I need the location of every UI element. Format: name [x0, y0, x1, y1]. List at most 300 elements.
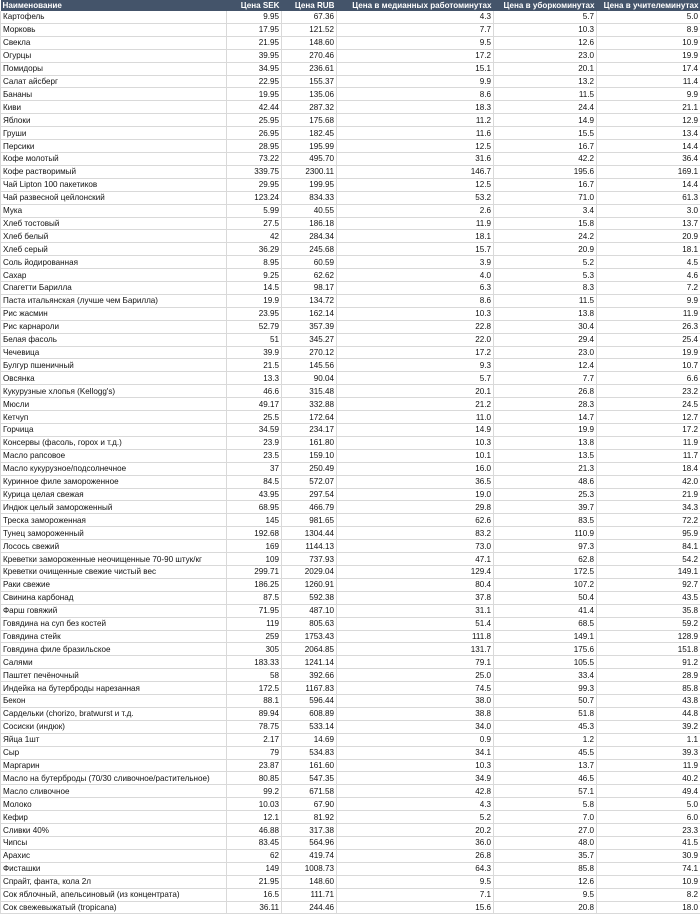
cell-teacher-minutes[interactable]: 10.9 — [597, 36, 700, 49]
cell-price-rub[interactable]: 737.93 — [282, 553, 337, 566]
cell-price-rub[interactable]: 671.58 — [282, 785, 337, 798]
cell-name[interactable]: Креветки очищенные свежие чистый вес — [1, 565, 227, 578]
cell-price-sek[interactable]: 34.95 — [227, 62, 282, 75]
cell-median-work-minutes[interactable]: 7.7 — [337, 23, 494, 36]
cell-median-work-minutes[interactable]: 15.1 — [337, 62, 494, 75]
cell-teacher-minutes[interactable]: 92.7 — [597, 578, 700, 591]
cell-teacher-minutes[interactable]: 6.0 — [597, 811, 700, 824]
cell-price-rub[interactable]: 175.68 — [282, 114, 337, 127]
cell-price-rub[interactable]: 162.14 — [282, 307, 337, 320]
cell-cleaning-minutes[interactable]: 14.7 — [494, 411, 597, 424]
cell-teacher-minutes[interactable]: 8.9 — [597, 23, 700, 36]
cell-price-sek[interactable]: 52.79 — [227, 320, 282, 333]
cell-name[interactable]: Сардельки (chorizo, bratwurst и т.д. — [1, 707, 227, 720]
cell-cleaning-minutes[interactable]: 48.6 — [494, 475, 597, 488]
cell-price-rub[interactable]: 345.27 — [282, 333, 337, 346]
cell-price-sek[interactable]: 19.95 — [227, 88, 282, 101]
cell-price-rub[interactable]: 287.32 — [282, 101, 337, 114]
cell-cleaning-minutes[interactable]: 20.1 — [494, 62, 597, 75]
cell-median-work-minutes[interactable]: 29.8 — [337, 501, 494, 514]
cell-cleaning-minutes[interactable]: 12.4 — [494, 359, 597, 372]
cell-price-sek[interactable]: 49.17 — [227, 398, 282, 411]
cell-median-work-minutes[interactable]: 8.6 — [337, 88, 494, 101]
cell-median-work-minutes[interactable]: 15.7 — [337, 243, 494, 256]
cell-name[interactable]: Арахис — [1, 849, 227, 862]
cell-teacher-minutes[interactable]: 4.5 — [597, 256, 700, 269]
cell-cleaning-minutes[interactable]: 13.8 — [494, 436, 597, 449]
cell-median-work-minutes[interactable]: 6.3 — [337, 282, 494, 295]
cell-name[interactable]: Кукурузные хлопья (Kellogg's) — [1, 385, 227, 398]
cell-cleaning-minutes[interactable]: 10.3 — [494, 23, 597, 36]
cell-median-work-minutes[interactable]: 34.0 — [337, 720, 494, 733]
cell-cleaning-minutes[interactable]: 35.7 — [494, 849, 597, 862]
cell-name[interactable]: Маргарин — [1, 759, 227, 772]
cell-price-rub[interactable]: 111.71 — [282, 888, 337, 901]
cell-cleaning-minutes[interactable]: 27.0 — [494, 824, 597, 837]
cell-teacher-minutes[interactable]: 7.2 — [597, 282, 700, 295]
cell-teacher-minutes[interactable]: 35.8 — [597, 604, 700, 617]
cell-median-work-minutes[interactable]: 53.2 — [337, 191, 494, 204]
cell-teacher-minutes[interactable]: 49.4 — [597, 785, 700, 798]
cell-median-work-minutes[interactable]: 12.5 — [337, 178, 494, 191]
cell-price-rub[interactable]: 981.65 — [282, 514, 337, 527]
cell-name[interactable]: Лосось свежий — [1, 540, 227, 553]
cell-name[interactable]: Яблоки — [1, 114, 227, 127]
cell-teacher-minutes[interactable]: 18.1 — [597, 243, 700, 256]
cell-teacher-minutes[interactable]: 25.4 — [597, 333, 700, 346]
cell-price-rub[interactable]: 487.10 — [282, 604, 337, 617]
cell-cleaning-minutes[interactable]: 33.4 — [494, 669, 597, 682]
cell-name[interactable]: Сахар — [1, 269, 227, 282]
cell-teacher-minutes[interactable]: 84.1 — [597, 540, 700, 553]
cell-median-work-minutes[interactable]: 18.3 — [337, 101, 494, 114]
cell-cleaning-minutes[interactable]: 8.3 — [494, 282, 597, 295]
header-teacher-minutes[interactable]: Цена в учителеминутах — [597, 0, 700, 11]
cell-price-rub[interactable]: 135.06 — [282, 88, 337, 101]
cell-name[interactable]: Чипсы — [1, 837, 227, 850]
cell-median-work-minutes[interactable]: 73.0 — [337, 540, 494, 553]
cell-cleaning-minutes[interactable]: 149.1 — [494, 630, 597, 643]
cell-name[interactable]: Масло на бутерброды (70/30 сливочное/растительное) — [1, 772, 227, 785]
cell-cleaning-minutes[interactable]: 16.7 — [494, 140, 597, 153]
cell-name[interactable]: Мука — [1, 204, 227, 217]
cell-price-sek[interactable]: 80.85 — [227, 772, 282, 785]
cell-teacher-minutes[interactable]: 26.3 — [597, 320, 700, 333]
cell-price-sek[interactable]: 29.95 — [227, 178, 282, 191]
cell-price-rub[interactable]: 148.60 — [282, 875, 337, 888]
cell-name[interactable]: Огурцы — [1, 49, 227, 62]
cell-median-work-minutes[interactable]: 34.9 — [337, 772, 494, 785]
cell-price-sek[interactable]: 339.75 — [227, 165, 282, 178]
cell-name[interactable]: Кофе молотый — [1, 152, 227, 165]
cell-teacher-minutes[interactable]: 23.3 — [597, 824, 700, 837]
cell-teacher-minutes[interactable]: 85.8 — [597, 682, 700, 695]
cell-cleaning-minutes[interactable]: 85.8 — [494, 862, 597, 875]
cell-cleaning-minutes[interactable]: 20.8 — [494, 901, 597, 914]
cell-median-work-minutes[interactable]: 31.1 — [337, 604, 494, 617]
cell-cleaning-minutes[interactable]: 15.5 — [494, 127, 597, 140]
cell-price-sek[interactable]: 43.95 — [227, 488, 282, 501]
cell-teacher-minutes[interactable]: 149.1 — [597, 565, 700, 578]
cell-price-rub[interactable]: 40.55 — [282, 204, 337, 217]
cell-price-rub[interactable]: 284.34 — [282, 230, 337, 243]
cell-teacher-minutes[interactable]: 72.2 — [597, 514, 700, 527]
cell-price-sek[interactable]: 42.44 — [227, 101, 282, 114]
cell-cleaning-minutes[interactable]: 97.3 — [494, 540, 597, 553]
cell-median-work-minutes[interactable]: 5.7 — [337, 372, 494, 385]
cell-cleaning-minutes[interactable]: 24.4 — [494, 101, 597, 114]
cell-name[interactable]: Говядина на суп без костей — [1, 617, 227, 630]
cell-teacher-minutes[interactable]: 28.9 — [597, 669, 700, 682]
cell-price-sek[interactable]: 39.9 — [227, 346, 282, 359]
cell-name[interactable]: Горчица — [1, 424, 227, 437]
cell-price-sek[interactable]: 23.5 — [227, 449, 282, 462]
cell-median-work-minutes[interactable]: 8.6 — [337, 294, 494, 307]
cell-teacher-minutes[interactable]: 39.3 — [597, 746, 700, 759]
cell-teacher-minutes[interactable]: 21.9 — [597, 488, 700, 501]
cell-name[interactable]: Индейка на бутерброды нарезанная — [1, 682, 227, 695]
cell-teacher-minutes[interactable]: 34.3 — [597, 501, 700, 514]
cell-price-sek[interactable]: 21.95 — [227, 875, 282, 888]
cell-price-sek[interactable]: 36.11 — [227, 901, 282, 914]
cell-teacher-minutes[interactable]: 11.9 — [597, 307, 700, 320]
cell-teacher-minutes[interactable]: 30.9 — [597, 849, 700, 862]
cell-teacher-minutes[interactable]: 10.9 — [597, 875, 700, 888]
cell-price-sek[interactable]: 8.95 — [227, 256, 282, 269]
cell-teacher-minutes[interactable]: 8.2 — [597, 888, 700, 901]
cell-cleaning-minutes[interactable]: 42.2 — [494, 152, 597, 165]
cell-price-rub[interactable]: 805.63 — [282, 617, 337, 630]
cell-median-work-minutes[interactable]: 20.1 — [337, 385, 494, 398]
cell-price-rub[interactable]: 1260.91 — [282, 578, 337, 591]
cell-median-work-minutes[interactable]: 3.9 — [337, 256, 494, 269]
cell-cleaning-minutes[interactable]: 45.3 — [494, 720, 597, 733]
cell-median-work-minutes[interactable]: 47.1 — [337, 553, 494, 566]
cell-median-work-minutes[interactable]: 11.2 — [337, 114, 494, 127]
cell-teacher-minutes[interactable]: 74.1 — [597, 862, 700, 875]
cell-price-sek[interactable]: 87.5 — [227, 591, 282, 604]
cell-teacher-minutes[interactable]: 24.5 — [597, 398, 700, 411]
cell-median-work-minutes[interactable]: 131.7 — [337, 643, 494, 656]
cell-median-work-minutes[interactable]: 18.1 — [337, 230, 494, 243]
cell-price-sek[interactable]: 25.5 — [227, 411, 282, 424]
cell-name[interactable]: Овсянка — [1, 372, 227, 385]
cell-cleaning-minutes[interactable]: 29.4 — [494, 333, 597, 346]
cell-teacher-minutes[interactable]: 41.5 — [597, 837, 700, 850]
cell-price-sek[interactable]: 14.5 — [227, 282, 282, 295]
cell-teacher-minutes[interactable]: 42.0 — [597, 475, 700, 488]
cell-price-rub[interactable]: 315.48 — [282, 385, 337, 398]
cell-price-sek[interactable]: 169 — [227, 540, 282, 553]
cell-median-work-minutes[interactable]: 0.9 — [337, 733, 494, 746]
cell-teacher-minutes[interactable]: 5.0 — [597, 11, 700, 23]
cell-median-work-minutes[interactable]: 4.3 — [337, 798, 494, 811]
cell-name[interactable]: Масло кукурузное/подсолнечное — [1, 462, 227, 475]
cell-median-work-minutes[interactable]: 36.0 — [337, 837, 494, 850]
cell-cleaning-minutes[interactable]: 23.0 — [494, 49, 597, 62]
cell-name[interactable]: Соль йодированная — [1, 256, 227, 269]
cell-price-rub[interactable]: 161.60 — [282, 759, 337, 772]
cell-price-rub[interactable]: 547.35 — [282, 772, 337, 785]
cell-price-rub[interactable]: 419.74 — [282, 849, 337, 862]
cell-median-work-minutes[interactable]: 4.0 — [337, 269, 494, 282]
cell-name[interactable]: Масло рапсовое — [1, 449, 227, 462]
cell-median-work-minutes[interactable]: 10.3 — [337, 759, 494, 772]
cell-price-rub[interactable]: 357.39 — [282, 320, 337, 333]
cell-cleaning-minutes[interactable]: 11.5 — [494, 88, 597, 101]
cell-cleaning-minutes[interactable]: 41.4 — [494, 604, 597, 617]
cell-price-sek[interactable]: 26.95 — [227, 127, 282, 140]
cell-price-sek[interactable]: 58 — [227, 669, 282, 682]
cell-median-work-minutes[interactable]: 37.8 — [337, 591, 494, 604]
cell-name[interactable]: Молоко — [1, 798, 227, 811]
cell-cleaning-minutes[interactable]: 26.8 — [494, 385, 597, 398]
cell-price-rub[interactable]: 134.72 — [282, 294, 337, 307]
cell-price-sek[interactable]: 17.95 — [227, 23, 282, 36]
cell-cleaning-minutes[interactable]: 13.7 — [494, 759, 597, 772]
cell-cleaning-minutes[interactable]: 172.5 — [494, 565, 597, 578]
cell-cleaning-minutes[interactable]: 13.2 — [494, 75, 597, 88]
cell-median-work-minutes[interactable]: 17.2 — [337, 49, 494, 62]
cell-price-rub[interactable]: 234.17 — [282, 424, 337, 437]
cell-name[interactable]: Сыр — [1, 746, 227, 759]
cell-name[interactable]: Морковь — [1, 23, 227, 36]
cell-price-rub[interactable]: 834.33 — [282, 191, 337, 204]
cell-price-sek[interactable]: 299.71 — [227, 565, 282, 578]
cell-teacher-minutes[interactable]: 13.4 — [597, 127, 700, 140]
cell-teacher-minutes[interactable]: 19.9 — [597, 49, 700, 62]
cell-price-rub[interactable]: 161.80 — [282, 436, 337, 449]
cell-price-sek[interactable]: 36.29 — [227, 243, 282, 256]
cell-cleaning-minutes[interactable]: 46.5 — [494, 772, 597, 785]
header-price-rub[interactable]: Цена RUB — [282, 0, 337, 11]
cell-name[interactable]: Чай Lipton 100 пакетиков — [1, 178, 227, 191]
cell-price-rub[interactable]: 1241.14 — [282, 656, 337, 669]
cell-price-rub[interactable]: 98.17 — [282, 282, 337, 295]
cell-price-sek[interactable]: 172.5 — [227, 682, 282, 695]
cell-name[interactable]: Раки свежие — [1, 578, 227, 591]
cell-cleaning-minutes[interactable]: 107.2 — [494, 578, 597, 591]
cell-name[interactable]: Яйца 1шт — [1, 733, 227, 746]
cell-median-work-minutes[interactable]: 83.2 — [337, 527, 494, 540]
cell-price-rub[interactable]: 244.46 — [282, 901, 337, 914]
cell-name[interactable]: Кетчуп — [1, 411, 227, 424]
cell-name[interactable]: Индюк целый замороженный — [1, 501, 227, 514]
cell-price-sek[interactable]: 51 — [227, 333, 282, 346]
cell-price-sek[interactable]: 42 — [227, 230, 282, 243]
cell-price-sek[interactable]: 192.68 — [227, 527, 282, 540]
cell-teacher-minutes[interactable]: 3.0 — [597, 204, 700, 217]
cell-median-work-minutes[interactable]: 10.1 — [337, 449, 494, 462]
cell-median-work-minutes[interactable]: 9.9 — [337, 75, 494, 88]
cell-price-sek[interactable]: 79 — [227, 746, 282, 759]
cell-price-sek[interactable]: 37 — [227, 462, 282, 475]
cell-price-sek[interactable]: 305 — [227, 643, 282, 656]
cell-price-sek[interactable]: 145 — [227, 514, 282, 527]
cell-name[interactable]: Курица целая свежая — [1, 488, 227, 501]
header-median-work-minutes[interactable]: Цена в медианных работоминутах — [337, 0, 494, 11]
cell-name[interactable]: Персики — [1, 140, 227, 153]
cell-median-work-minutes[interactable]: 10.3 — [337, 307, 494, 320]
cell-name[interactable]: Свекла — [1, 36, 227, 49]
cell-median-work-minutes[interactable]: 51.4 — [337, 617, 494, 630]
cell-name[interactable]: Спрайт, фанта, кола 2л — [1, 875, 227, 888]
cell-price-rub[interactable]: 572.07 — [282, 475, 337, 488]
cell-median-work-minutes[interactable]: 11.0 — [337, 411, 494, 424]
cell-cleaning-minutes[interactable]: 14.9 — [494, 114, 597, 127]
cell-price-rub[interactable]: 332.88 — [282, 398, 337, 411]
cell-price-sek[interactable]: 62 — [227, 849, 282, 862]
cell-name[interactable]: Свинина карбонад — [1, 591, 227, 604]
cell-teacher-minutes[interactable]: 14.4 — [597, 140, 700, 153]
cell-median-work-minutes[interactable]: 15.6 — [337, 901, 494, 914]
cell-cleaning-minutes[interactable]: 68.5 — [494, 617, 597, 630]
cell-name[interactable]: Сливки 40% — [1, 824, 227, 837]
cell-median-work-minutes[interactable]: 25.0 — [337, 669, 494, 682]
cell-price-rub[interactable]: 2064.85 — [282, 643, 337, 656]
cell-price-sek[interactable]: 68.95 — [227, 501, 282, 514]
cell-teacher-minutes[interactable]: 1.1 — [597, 733, 700, 746]
cell-name[interactable]: Салями — [1, 656, 227, 669]
cell-name[interactable]: Креветки замороженные неочищенные 70-90 штук/кг — [1, 553, 227, 566]
cell-cleaning-minutes[interactable]: 5.2 — [494, 256, 597, 269]
cell-median-work-minutes[interactable]: 9.5 — [337, 875, 494, 888]
cell-teacher-minutes[interactable]: 43.5 — [597, 591, 700, 604]
cell-price-sek[interactable]: 21.5 — [227, 359, 282, 372]
cell-price-sek[interactable]: 109 — [227, 553, 282, 566]
cell-cleaning-minutes[interactable]: 50.4 — [494, 591, 597, 604]
cell-price-rub[interactable]: 155.37 — [282, 75, 337, 88]
cell-price-rub[interactable]: 1008.73 — [282, 862, 337, 875]
cell-name[interactable]: Белая фасоль — [1, 333, 227, 346]
cell-price-sek[interactable]: 5.99 — [227, 204, 282, 217]
cell-teacher-minutes[interactable]: 128.9 — [597, 630, 700, 643]
cell-price-sek[interactable]: 16.5 — [227, 888, 282, 901]
cell-price-rub[interactable]: 1753.43 — [282, 630, 337, 643]
cell-price-rub[interactable]: 121.52 — [282, 23, 337, 36]
cell-median-work-minutes[interactable]: 111.8 — [337, 630, 494, 643]
cell-price-sek[interactable]: 34.59 — [227, 424, 282, 437]
header-cleaning-minutes[interactable]: Цена в уборкоминутах — [494, 0, 597, 11]
cell-price-rub[interactable]: 250.49 — [282, 462, 337, 475]
cell-cleaning-minutes[interactable]: 13.8 — [494, 307, 597, 320]
cell-price-sek[interactable]: 25.95 — [227, 114, 282, 127]
cell-median-work-minutes[interactable]: 74.5 — [337, 682, 494, 695]
cell-price-rub[interactable]: 245.68 — [282, 243, 337, 256]
cell-name[interactable]: Хлеб серый — [1, 243, 227, 256]
cell-cleaning-minutes[interactable]: 5.3 — [494, 269, 597, 282]
cell-cleaning-minutes[interactable]: 99.3 — [494, 682, 597, 695]
cell-median-work-minutes[interactable]: 14.9 — [337, 424, 494, 437]
cell-cleaning-minutes[interactable]: 15.8 — [494, 217, 597, 230]
cell-price-rub[interactable]: 592.38 — [282, 591, 337, 604]
cell-cleaning-minutes[interactable]: 39.7 — [494, 501, 597, 514]
cell-price-sek[interactable]: 83.45 — [227, 837, 282, 850]
cell-teacher-minutes[interactable]: 6.6 — [597, 372, 700, 385]
cell-name[interactable]: Салат айсберг — [1, 75, 227, 88]
cell-cleaning-minutes[interactable]: 57.1 — [494, 785, 597, 798]
cell-teacher-minutes[interactable]: 18.4 — [597, 462, 700, 475]
cell-cleaning-minutes[interactable]: 71.0 — [494, 191, 597, 204]
cell-cleaning-minutes[interactable]: 48.0 — [494, 837, 597, 850]
cell-cleaning-minutes[interactable]: 51.8 — [494, 707, 597, 720]
cell-price-sek[interactable]: 84.5 — [227, 475, 282, 488]
cell-name[interactable]: Чай развесной цейлонский — [1, 191, 227, 204]
cell-teacher-minutes[interactable]: 151.8 — [597, 643, 700, 656]
cell-name[interactable]: Булгур пшеничный — [1, 359, 227, 372]
cell-price-sek[interactable]: 119 — [227, 617, 282, 630]
cell-cleaning-minutes[interactable]: 25.3 — [494, 488, 597, 501]
cell-name[interactable]: Сок яблочный, апельсиновый (из концентрата) — [1, 888, 227, 901]
cell-median-work-minutes[interactable]: 10.3 — [337, 436, 494, 449]
cell-teacher-minutes[interactable]: 36.4 — [597, 152, 700, 165]
cell-teacher-minutes[interactable]: 23.2 — [597, 385, 700, 398]
cell-cleaning-minutes[interactable]: 5.8 — [494, 798, 597, 811]
cell-name[interactable]: Фисташки — [1, 862, 227, 875]
cell-price-sek[interactable]: 9.25 — [227, 269, 282, 282]
cell-cleaning-minutes[interactable]: 12.6 — [494, 875, 597, 888]
cell-price-rub[interactable]: 270.12 — [282, 346, 337, 359]
cell-name[interactable]: Рис жасмин — [1, 307, 227, 320]
cell-price-sek[interactable]: 259 — [227, 630, 282, 643]
cell-price-sek[interactable]: 186.25 — [227, 578, 282, 591]
cell-price-sek[interactable]: 39.95 — [227, 49, 282, 62]
cell-price-rub[interactable]: 81.92 — [282, 811, 337, 824]
cell-name[interactable]: Говядина стейк — [1, 630, 227, 643]
cell-price-sek[interactable]: 23.9 — [227, 436, 282, 449]
cell-price-sek[interactable]: 9.95 — [227, 11, 282, 23]
cell-name[interactable]: Масло сливочное — [1, 785, 227, 798]
cell-price-sek[interactable]: 2.17 — [227, 733, 282, 746]
cell-name[interactable]: Тунец замороженный — [1, 527, 227, 540]
cell-median-work-minutes[interactable]: 42.8 — [337, 785, 494, 798]
cell-median-work-minutes[interactable]: 64.3 — [337, 862, 494, 875]
cell-name[interactable]: Картофель — [1, 11, 227, 23]
cell-teacher-minutes[interactable]: 14.4 — [597, 178, 700, 191]
cell-cleaning-minutes[interactable]: 110.9 — [494, 527, 597, 540]
cell-median-work-minutes[interactable]: 16.0 — [337, 462, 494, 475]
cell-teacher-minutes[interactable]: 11.4 — [597, 75, 700, 88]
cell-median-work-minutes[interactable]: 11.9 — [337, 217, 494, 230]
cell-price-rub[interactable]: 67.90 — [282, 798, 337, 811]
cell-median-work-minutes[interactable]: 2.6 — [337, 204, 494, 217]
cell-price-rub[interactable]: 195.99 — [282, 140, 337, 153]
cell-price-rub[interactable]: 186.18 — [282, 217, 337, 230]
cell-teacher-minutes[interactable]: 13.7 — [597, 217, 700, 230]
cell-median-work-minutes[interactable]: 38.0 — [337, 695, 494, 708]
cell-teacher-minutes[interactable]: 12.7 — [597, 411, 700, 424]
cell-name[interactable]: Говядина филе бразильское — [1, 643, 227, 656]
cell-price-sek[interactable]: 28.95 — [227, 140, 282, 153]
cell-teacher-minutes[interactable]: 43.8 — [597, 695, 700, 708]
cell-price-rub[interactable]: 14.69 — [282, 733, 337, 746]
cell-price-rub[interactable]: 1167.83 — [282, 682, 337, 695]
cell-price-sek[interactable]: 13.3 — [227, 372, 282, 385]
cell-median-work-minutes[interactable]: 146.7 — [337, 165, 494, 178]
cell-median-work-minutes[interactable]: 26.8 — [337, 849, 494, 862]
cell-median-work-minutes[interactable]: 38.8 — [337, 707, 494, 720]
cell-median-work-minutes[interactable]: 62.6 — [337, 514, 494, 527]
cell-name[interactable]: Паштет печёночный — [1, 669, 227, 682]
cell-price-sek[interactable]: 46.88 — [227, 824, 282, 837]
cell-price-rub[interactable]: 90.04 — [282, 372, 337, 385]
cell-name[interactable]: Треска замороженная — [1, 514, 227, 527]
cell-cleaning-minutes[interactable]: 195.6 — [494, 165, 597, 178]
cell-cleaning-minutes[interactable]: 19.9 — [494, 424, 597, 437]
cell-name[interactable]: Бананы — [1, 88, 227, 101]
cell-price-rub[interactable]: 596.44 — [282, 695, 337, 708]
cell-price-rub[interactable]: 392.66 — [282, 669, 337, 682]
